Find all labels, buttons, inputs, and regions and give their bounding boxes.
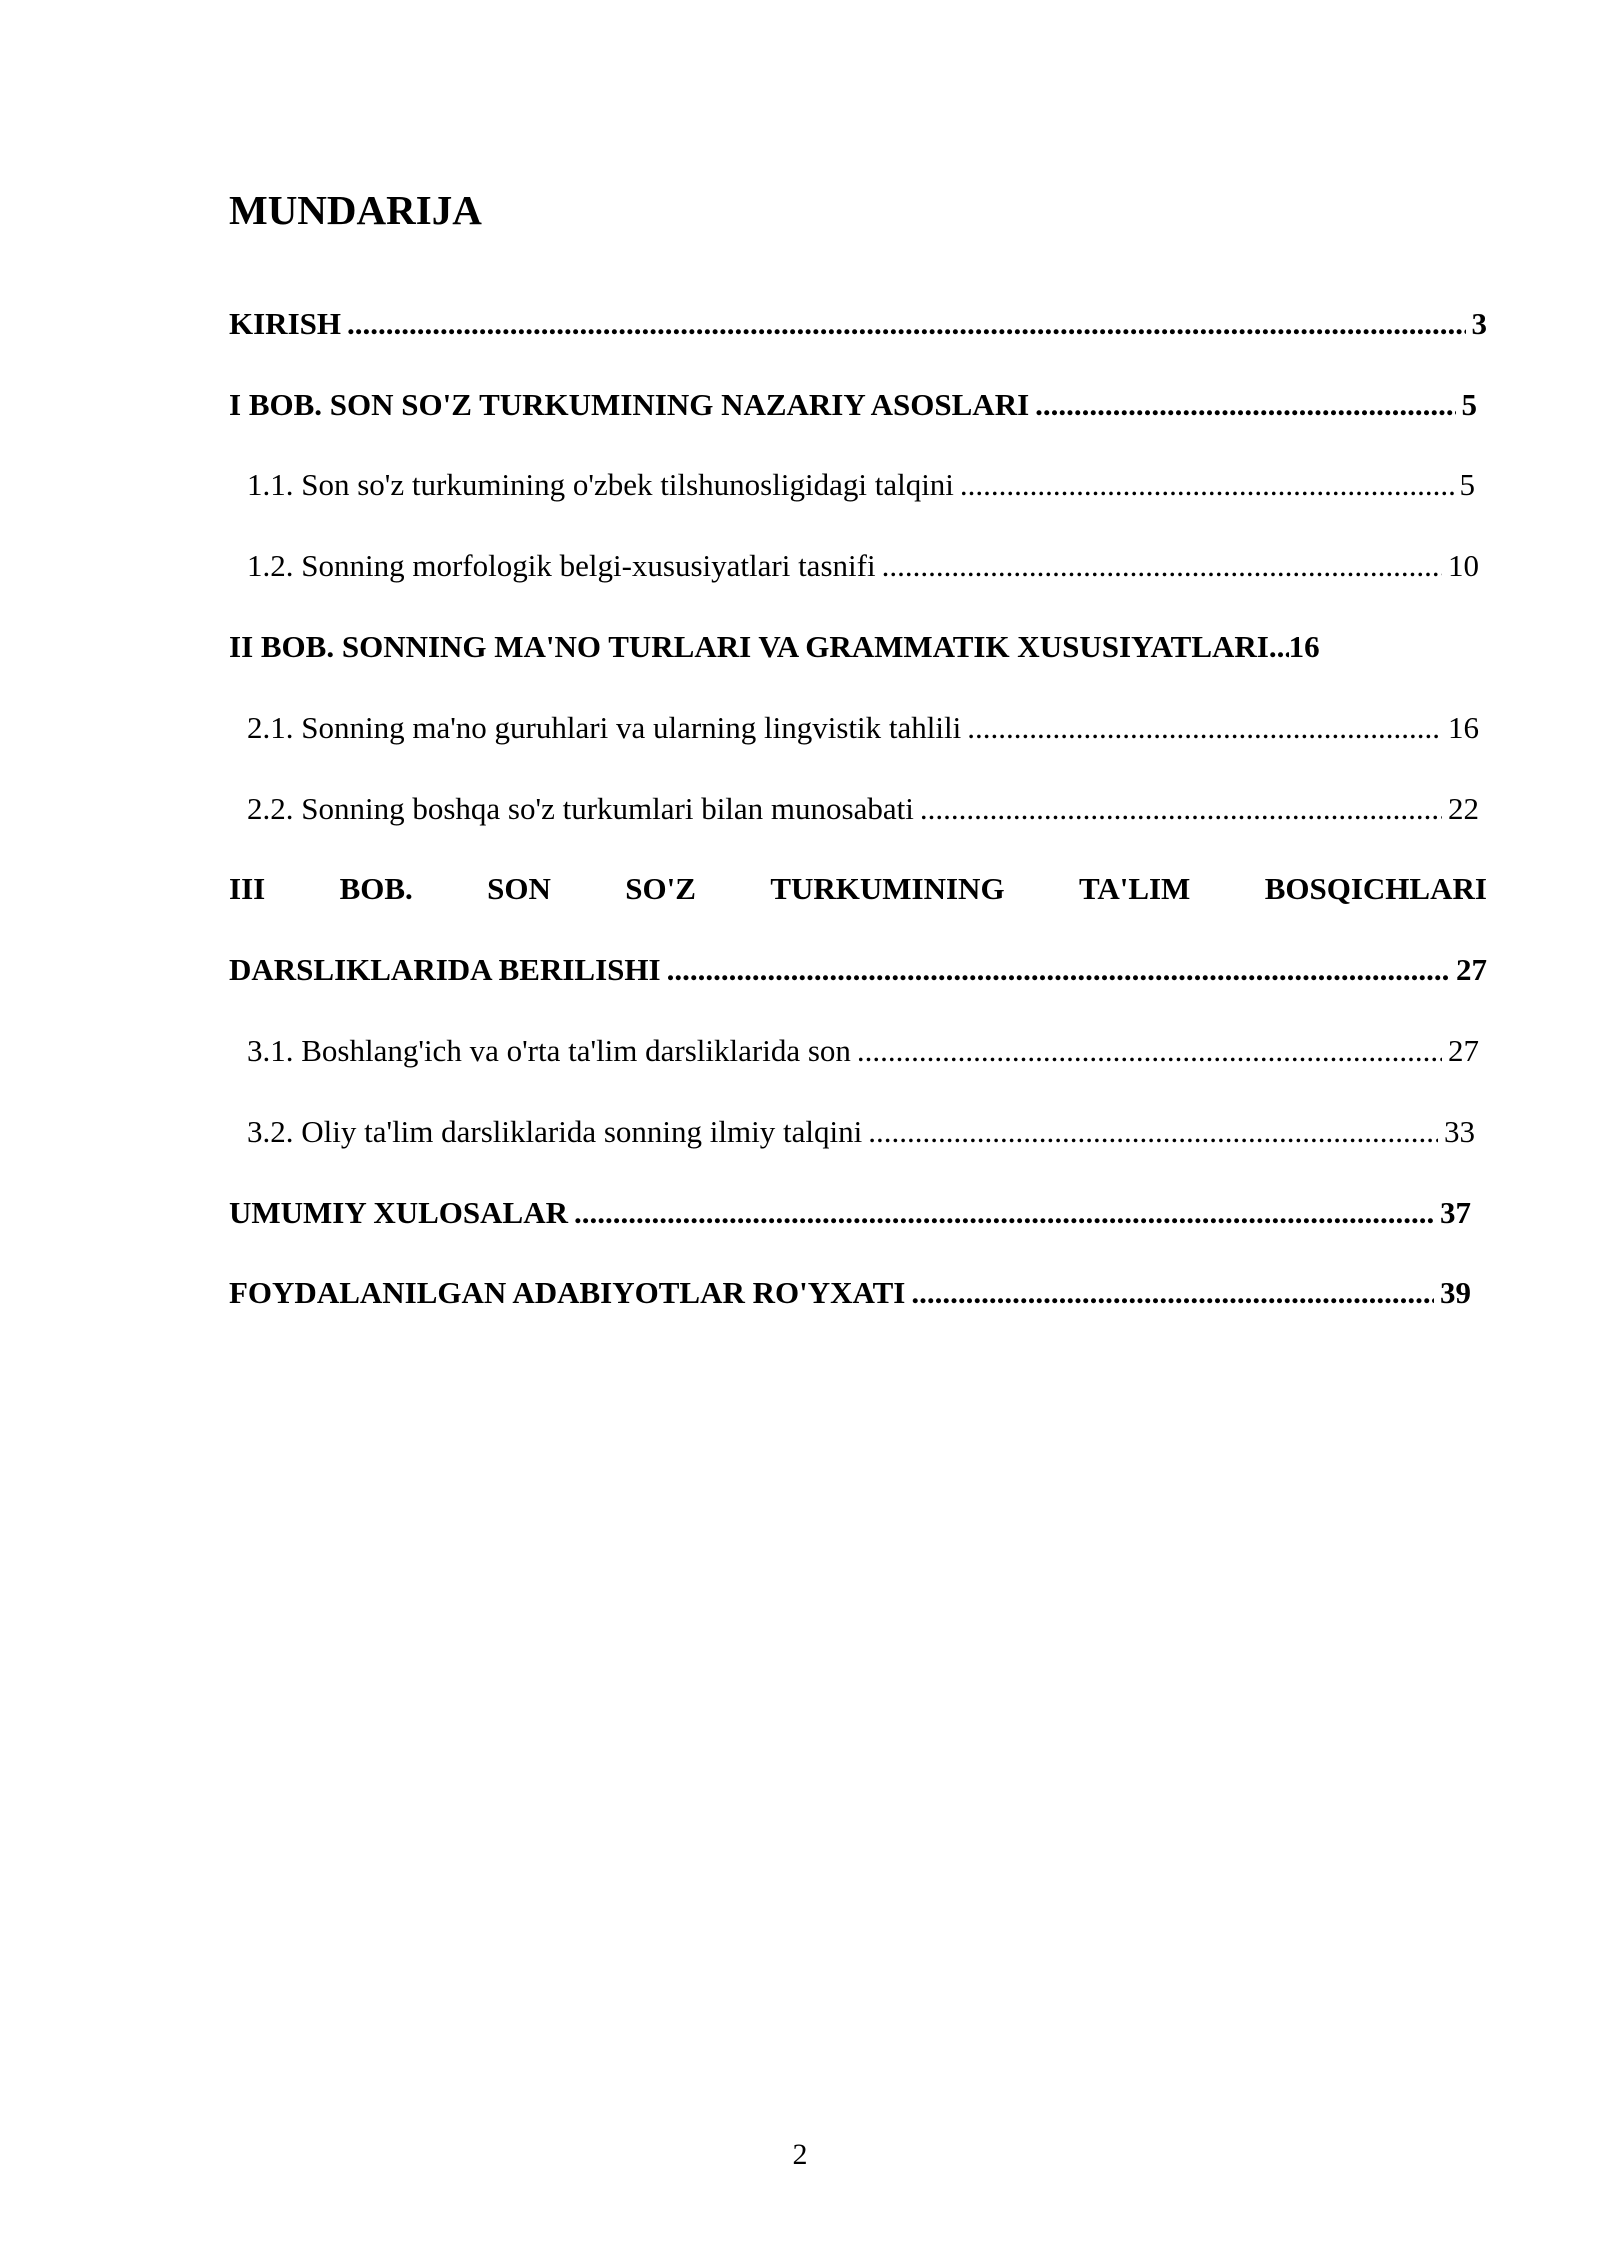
dot-leader <box>960 469 1454 500</box>
toc-entry-label: FOYDALANILGAN ADABIYOTLAR RO'YXATI <box>229 1275 906 1311</box>
toc-entry-section-1-2[interactable] <box>229 525 1487 606</box>
toc-word: TURKUMINING <box>770 871 1005 907</box>
toc-entry-page: 3 <box>1471 305 1487 341</box>
toc-entry-label: 3.1. Boshlang'ich va o'rta ta'lim darsliklarida son <box>247 1033 851 1069</box>
dot-leader <box>857 1035 1442 1066</box>
dot-leader <box>347 308 1466 339</box>
toc-entry-page: 22 <box>1448 790 1479 826</box>
toc-entry-label: 3.2. Oliy ta'lim darsliklarida sonning ilmiy talqini <box>247 1113 863 1149</box>
toc-entry-chapter-1[interactable] <box>229 364 1487 445</box>
toc-entry-label: I BOB. SON SO'Z TURKUMINING NAZARIY ASOSLARI <box>229 386 1030 422</box>
dot-leader <box>967 712 1442 743</box>
dot-leader <box>574 1197 1434 1228</box>
toc-entry-chapter-3-continued[interactable] <box>229 929 1487 1010</box>
toc-entry-references[interactable] <box>229 1253 1487 1334</box>
toc-entry-page: 10 <box>1448 548 1479 584</box>
toc-entry-conclusions[interactable] <box>229 1172 1487 1253</box>
toc-entry-section-2-1[interactable] <box>229 687 1487 768</box>
toc-entry-chapter-3[interactable] <box>229 849 1487 930</box>
toc-entry-section-1-1[interactable] <box>229 445 1487 526</box>
toc-entry-label: 2.2. Sonning boshqa so'z turkumlari bilan munosabati <box>247 790 914 826</box>
toc-entry-section-2-2[interactable] <box>229 768 1487 849</box>
toc-word: III <box>229 871 266 907</box>
toc-word: SO'Z <box>625 871 696 907</box>
toc-entry-label: II BOB. SONNING MA'NO TURLARI VA GRAMMATIK XUSUSIYATLARI. <box>229 629 1277 665</box>
toc-word: BOSQICHLARI <box>1264 871 1487 907</box>
dot-leader <box>882 550 1442 581</box>
toc-entry-section-3-2[interactable] <box>229 1091 1487 1172</box>
toc-entry-label: 1.1. Son so'z turkumining o'zbek tilshunosligidagi talqini <box>247 467 954 503</box>
toc-entry-page: 16 <box>1448 709 1479 745</box>
toc-word: SON <box>487 871 551 907</box>
toc-entry-page: 27 <box>1456 952 1487 988</box>
toc-entry-label: UMUMIY XULOSALAR <box>229 1194 568 1230</box>
dot-leader <box>1035 389 1455 420</box>
toc-entry-page: 27 <box>1448 1033 1479 1069</box>
toc-word: TA'LIM <box>1078 871 1191 907</box>
toc-entry-page: 39 <box>1440 1275 1471 1311</box>
table-of-contents <box>229 283 1487 1333</box>
dot-leader <box>1277 631 1289 662</box>
dot-leader <box>868 1116 1438 1147</box>
toc-entry-kirish[interactable] <box>229 283 1487 364</box>
toc-entry-page: 5 <box>1459 467 1475 503</box>
toc-title: MUNDARIJA <box>229 187 482 233</box>
dot-leader <box>911 1277 1434 1308</box>
toc-entry-chapter-2[interactable] <box>229 606 1487 687</box>
toc-entry-label: 1.2. Sonning morfologik belgi-xususiyatlari tasnifi <box>247 548 876 584</box>
dot-leader <box>920 793 1442 824</box>
toc-entry-label: DARSLIKLARIDA BERILISHI <box>229 952 661 988</box>
dot-leader <box>667 954 1450 985</box>
toc-word: BOB. <box>339 871 413 907</box>
toc-entry-page: 37 <box>1440 1194 1471 1230</box>
toc-entry-section-3-1[interactable] <box>229 1010 1487 1091</box>
toc-entry-page: 33 <box>1444 1113 1475 1149</box>
toc-entry-page: 5 <box>1461 386 1477 422</box>
toc-entry-label: 2.1. Sonning ma'no guruhlari va ularning lingvistik tahlili <box>247 709 962 745</box>
page-number: 2 <box>792 2138 808 2171</box>
toc-entry-page: 16 <box>1288 629 1320 665</box>
toc-entry-label: KIRISH <box>229 305 341 341</box>
